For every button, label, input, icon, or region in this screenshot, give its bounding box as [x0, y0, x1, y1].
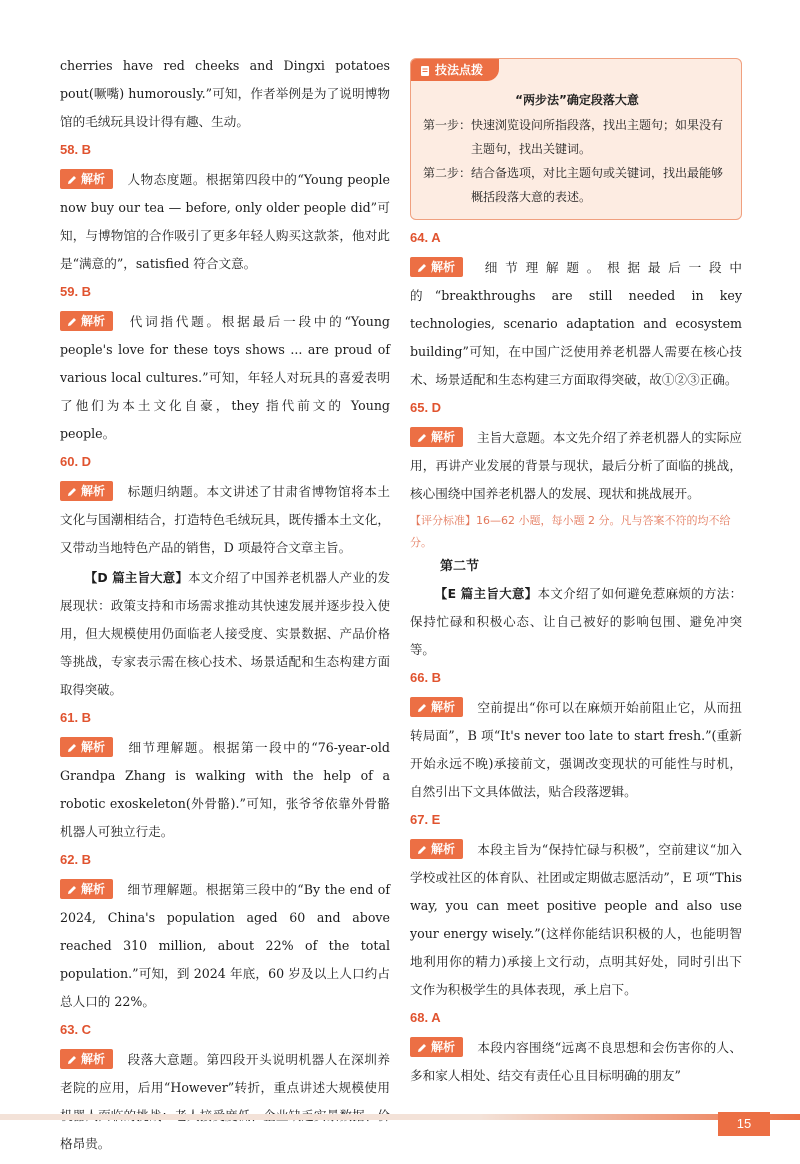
pencil-icon: [416, 432, 428, 444]
page-number: 15: [718, 1112, 770, 1136]
analysis-62: 解析 细节理解题。根据第三段中的“By the end of 2024, China's population aged 60 and above reached 310 million, about 22% of the total population.”可知，到 2024 年底，60 岁及以上人口约占总人口的 22%。: [60, 876, 390, 1016]
analysis-badge: 解析: [410, 1037, 463, 1057]
analysis-badge: 解析: [410, 697, 463, 717]
analysis-64: 解析 细节理解题。根据最后一段中的“breakthroughs are still needed in key technologies, scenario adaptation and ecosystem building”可知，在中国广泛使用养老机器人需要在核心技术、场景适配和生态构建三方面取得突破，故①②③正确。: [410, 254, 742, 394]
analysis-58: 解析 人物态度题。根据第四段中的“Young people now buy our tea — before, only older people did”可知，与博物馆的合作吸引了更多年轻人购买这款茶，他对此是“满意的”，satisfied 符合文意。: [60, 166, 390, 278]
analysis-66: 解析 空前提出“你可以在麻烦开始前阻止它，从而扭转局面”，B 项“It's never too late to start fresh.”(重新开始永远不晚)承接前文，强调改变现状的可能性与时机，自然引出下文具体做法，贴合段落逻辑。: [410, 694, 742, 806]
intro-paragraph: cherries have red cheeks and Dingxi potatoes pout(噘嘴) humorously.”可知，作者举例是为了说明博物馆的毛绒玩具设计得有趣、生动。: [60, 58, 390, 129]
analysis-badge: 解析: [60, 1049, 113, 1069]
pencil-icon: [416, 1042, 428, 1054]
pencil-icon: [66, 742, 78, 754]
left-column: [60, 52, 390, 1160]
tip-step-1: 第一步：快速浏览设问所指段落，找出主题句；如果没有主题句，找出关键词。: [423, 118, 724, 156]
footer-bar: [0, 1114, 800, 1120]
analysis-61: 解析 细节理解题。根据第一段中的“76-year-old Grandpa Zhang is walking with the help of a robotic exoskeleton(外骨骼).”可知，张爷爷依靠外骨骼机器人可独立行走。: [60, 734, 390, 846]
analysis-badge: 解析: [60, 311, 113, 331]
pencil-icon: [416, 262, 428, 274]
scoring-note: 【评分标准】16—62 小题，每小题 2 分。凡与答案不符的均不给分。: [410, 514, 731, 549]
answer-59: 59. B: [60, 284, 92, 299]
answer-58: 58. B: [60, 142, 92, 157]
pencil-icon: [416, 844, 428, 856]
analysis-badge: 解析: [410, 257, 463, 277]
right-column: [410, 58, 742, 1092]
answer-62: 62. B: [60, 852, 92, 867]
tip-title: “两步法”确定段落大意: [515, 93, 639, 107]
answer-64: 64. A: [410, 230, 441, 245]
tip-box: [410, 58, 742, 220]
analysis-badge: 解析: [60, 737, 113, 757]
analysis-badge: 解析: [410, 427, 463, 447]
answer-65: 65. D: [410, 400, 442, 415]
answer-66: 66. B: [410, 670, 442, 685]
analysis-badge: 解析: [60, 481, 113, 501]
document-icon: [419, 65, 431, 77]
tip-tab: 技法点拨: [411, 59, 499, 81]
pencil-icon: [66, 174, 78, 186]
pencil-icon: [66, 486, 78, 498]
section-heading: 第二节: [440, 559, 480, 574]
pencil-icon: [66, 316, 78, 328]
e-summary: 【E 篇主旨大意】本文介绍了如何避免惹麻烦的方法：保持忙碌和积极心态、让自己被好的影响包围、避免冲突等。: [410, 586, 742, 657]
pencil-icon: [66, 1054, 78, 1066]
pencil-icon: [416, 702, 428, 714]
analysis-67: 解析 本段主旨为“保持忙碌与积极”，空前建议“加入学校或社区的体育队、社团或定期做志愿活动”，E 项“This way, you can meet positive people and also use your energy wisely.”(这样你能结识积极的人，也能明智地利用你的精力)承接上文行动，点明其好处，同时引出下文作为积极学生的具体表现，承上启下。: [410, 836, 742, 1004]
d-summary: 【D 篇主旨大意】本文介绍了中国养老机器人产业的发展现状：政策支持和市场需求推动其快速发展并逐步投入使用，但大规模使用仍面临老人接受度、实景数据、产品价格等挑战，专家表示需在核心技术、场景适配和生态构建方面取得突破。: [60, 570, 391, 697]
analysis-badge: 解析: [60, 169, 113, 189]
analysis-59: 解析 代词指代题。根据最后一段中的“Young people's love for these toys shows ... are proud of various local cultures.”可知，年轻人对玩具的喜爱表明了他们为本土文化自豪，they 指代前文的 Young people。: [60, 308, 390, 448]
analysis-60: 解析 标题归纳题。本文讲述了甘肃省博物馆将本土文化与国潮相结合，打造特色毛绒玩具，既传播本土文化，又带动当地特色产品的销售，D 项最符合文章主旨。: [60, 478, 390, 562]
pencil-icon: [66, 884, 78, 896]
answer-68: 68. A: [410, 1010, 441, 1025]
answer-60: 60. D: [60, 454, 92, 469]
analysis-63: 解析 段落大意题。第四段开头说明机器人在深圳养老院的应用，后用“However”转折，重点讲述大规模使用 格昂贵。: [60, 1046, 390, 1158]
analysis-68: 解析 本段内容围绕“远离不良思想和会伤害你的人、多和家人相处、结交有责任心且目标明确的朋友”: [410, 1034, 742, 1090]
answer-61: 61. B: [60, 710, 92, 725]
answer-63: 63. C: [60, 1022, 92, 1037]
analysis-badge: 解析: [410, 839, 463, 859]
analysis-badge: 解析: [60, 879, 113, 899]
analysis-65: 解析 主旨大意题。本文先介绍了养老机器人的实际应用，再讲产业发展的背景与现状，最后分析了面临的挑战，核心围绕中国养老机器人的发展、现状和挑战展开。: [410, 424, 742, 508]
answer-67: 67. E: [410, 812, 441, 827]
tip-step-2: 第二步：结合备选项，对比主题句或关键词，找出最能够概括段落大意的表述。: [423, 166, 724, 204]
